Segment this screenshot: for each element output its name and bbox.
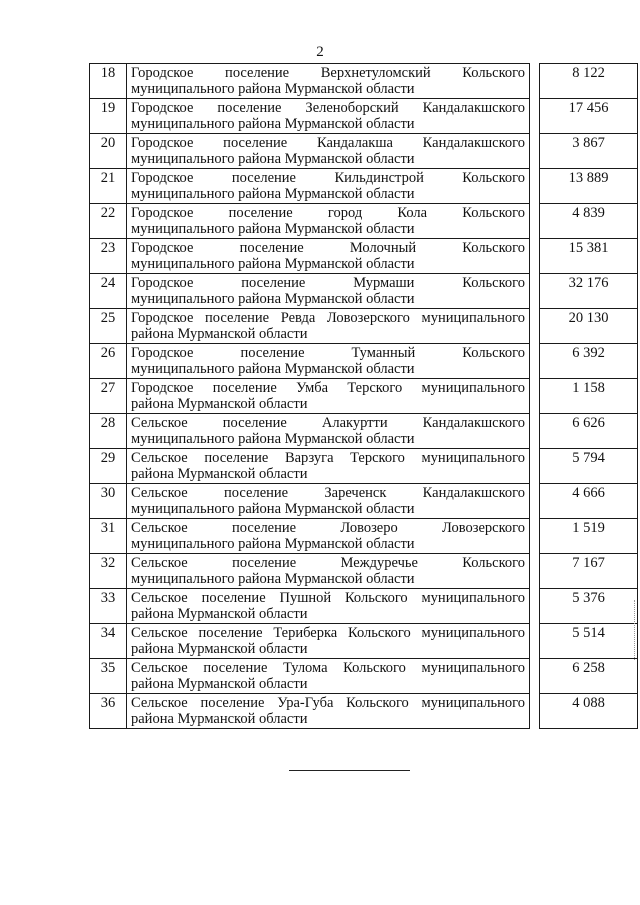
settlement-name-line1: Городское поселение Умба Терского муниципального — [131, 380, 525, 396]
table-row — [90, 694, 638, 729]
column-gap — [530, 484, 540, 519]
amount-value: 4 666 — [540, 484, 638, 519]
settlement-name-line2: муниципального района Мурманской области — [131, 81, 415, 97]
settlement-name — [127, 414, 530, 449]
end-separator-line — [289, 770, 410, 771]
amount-value: 3 867 — [540, 134, 638, 169]
page-number: 2 — [316, 44, 324, 60]
column-gap — [530, 274, 540, 309]
amount-value: 6 258 — [540, 659, 638, 694]
row-number: 24 — [90, 274, 127, 309]
column-gap — [530, 204, 540, 239]
amount-value: 4 088 — [540, 694, 638, 729]
table-row — [90, 589, 638, 624]
settlement-name-line1: Сельское поселение Ура-Губа Кольского муниципального — [131, 695, 525, 711]
amount-value: 5 376 — [540, 589, 638, 624]
row-number: 19 — [90, 99, 127, 134]
row-number: 23 — [90, 239, 127, 274]
settlement-name-line2: муниципального района Мурманской области — [131, 536, 415, 552]
table-row — [90, 169, 638, 204]
settlement-name — [127, 624, 530, 659]
row-number: 36 — [90, 694, 127, 729]
column-gap — [530, 64, 540, 99]
settlement-name-line1: Сельское поселение Пушной Кольского муниципального — [131, 590, 525, 606]
settlement-name-line1: Городское поселение Верхнетуломский Кольского — [131, 65, 525, 81]
amount-value: 1 519 — [540, 519, 638, 554]
settlement-name — [127, 309, 530, 344]
settlement-name-line2: муниципального района Мурманской области — [131, 151, 415, 167]
settlement-name — [127, 484, 530, 519]
table-row — [90, 484, 638, 519]
settlement-name-line2: муниципального района Мурманской области — [131, 221, 415, 237]
settlement-name-line1: Городское поселение город Кола Кольского — [131, 205, 525, 221]
amount-value: 13 889 — [540, 169, 638, 204]
settlement-name-line1: Сельское поселение Междуречье Кольского — [131, 555, 525, 571]
table-row — [90, 309, 638, 344]
settlement-name-line2: района Мурманской области — [131, 711, 308, 727]
amount-value: 17 456 — [540, 99, 638, 134]
settlement-name-line2: муниципального района Мурманской области — [131, 116, 415, 132]
row-number: 20 — [90, 134, 127, 169]
settlement-name-line2: района Мурманской области — [131, 466, 308, 482]
table-row — [90, 519, 638, 554]
row-number: 34 — [90, 624, 127, 659]
settlement-name-line1: Городское поселение Ревда Ловозерского муниципального — [131, 310, 525, 326]
settlements-table — [89, 63, 638, 729]
column-gap — [530, 659, 540, 694]
settlement-name-line2: муниципального района Мурманской области — [131, 256, 415, 272]
settlement-name — [127, 554, 530, 589]
amount-value: 6 392 — [540, 344, 638, 379]
column-gap — [530, 589, 540, 624]
table-row — [90, 64, 638, 99]
column-gap — [530, 694, 540, 729]
settlement-name-line2: района Мурманской области — [131, 326, 308, 342]
settlement-name-line1: Сельское поселение Зареченск Кандалакшского — [131, 485, 525, 501]
settlement-name-line2: муниципального района Мурманской области — [131, 501, 415, 517]
settlement-name — [127, 64, 530, 99]
settlement-name-line1: Городское поселение Кильдинстрой Кольского — [131, 170, 525, 186]
row-number: 33 — [90, 589, 127, 624]
table-row — [90, 624, 638, 659]
table-row — [90, 204, 638, 239]
row-number: 32 — [90, 554, 127, 589]
column-gap — [530, 624, 540, 659]
table-body — [90, 64, 638, 729]
row-number: 28 — [90, 414, 127, 449]
column-gap — [530, 414, 540, 449]
amount-value: 32 176 — [540, 274, 638, 309]
scan-edge-mark — [634, 600, 636, 660]
column-gap — [530, 379, 540, 414]
settlement-name — [127, 134, 530, 169]
settlement-name-line2: района Мурманской области — [131, 396, 308, 412]
settlement-name — [127, 274, 530, 309]
row-number: 26 — [90, 344, 127, 379]
settlement-name-line1: Городское поселение Кандалакша Кандалакшского — [131, 135, 525, 151]
amount-value: 5 514 — [540, 624, 638, 659]
settlement-name — [127, 659, 530, 694]
settlement-name-line2: муниципального района Мурманской области — [131, 571, 415, 587]
table-row — [90, 344, 638, 379]
settlement-name-line1: Городское поселение Мурмаши Кольского — [131, 275, 525, 291]
settlement-name-line2: муниципального района Мурманской области — [131, 291, 415, 307]
settlement-name — [127, 204, 530, 239]
row-number: 27 — [90, 379, 127, 414]
table-row — [90, 554, 638, 589]
amount-value: 8 122 — [540, 64, 638, 99]
settlement-name-line1: Городское поселение Зеленоборский Кандалакшского — [131, 100, 525, 116]
column-gap — [530, 344, 540, 379]
column-gap — [530, 554, 540, 589]
column-gap — [530, 519, 540, 554]
settlement-name-line2: муниципального района Мурманской области — [131, 361, 415, 377]
row-number: 25 — [90, 309, 127, 344]
settlement-name — [127, 169, 530, 204]
settlement-name-line1: Городское поселение Туманный Кольского — [131, 345, 525, 361]
settlement-name — [127, 449, 530, 484]
amount-value: 1 158 — [540, 379, 638, 414]
column-gap — [530, 239, 540, 274]
settlement-name-line2: района Мурманской области — [131, 606, 308, 622]
table-row — [90, 239, 638, 274]
amount-value: 4 839 — [540, 204, 638, 239]
settlement-name — [127, 239, 530, 274]
table-row — [90, 449, 638, 484]
settlement-name-line1: Сельское поселение Алакуртти Кандалакшского — [131, 415, 525, 431]
amount-value: 7 167 — [540, 554, 638, 589]
row-number: 18 — [90, 64, 127, 99]
column-gap — [530, 449, 540, 484]
settlement-name-line2: района Мурманской области — [131, 676, 308, 692]
amount-value: 5 794 — [540, 449, 638, 484]
row-number: 21 — [90, 169, 127, 204]
amount-value: 20 130 — [540, 309, 638, 344]
table-row — [90, 379, 638, 414]
column-gap — [530, 309, 540, 344]
row-number: 22 — [90, 204, 127, 239]
row-number: 31 — [90, 519, 127, 554]
settlement-name-line1: Сельское поселение Териберка Кольского муниципального — [131, 625, 525, 641]
settlement-name — [127, 99, 530, 134]
settlement-name-line2: района Мурманской области — [131, 641, 308, 657]
column-gap — [530, 134, 540, 169]
settlement-name-line1: Сельское поселение Ловозеро Ловозерского — [131, 520, 525, 536]
row-number: 30 — [90, 484, 127, 519]
settlement-name — [127, 589, 530, 624]
settlement-name-line2: муниципального района Мурманской области — [131, 431, 415, 447]
settlement-name-line1: Городское поселение Молочный Кольского — [131, 240, 525, 256]
settlement-name — [127, 344, 530, 379]
settlement-name — [127, 519, 530, 554]
settlement-name-line1: Сельское поселение Варзуга Терского муниципального — [131, 450, 525, 466]
column-gap — [530, 99, 540, 134]
settlement-name — [127, 694, 530, 729]
table-row — [90, 134, 638, 169]
amount-value: 15 381 — [540, 239, 638, 274]
row-number: 35 — [90, 659, 127, 694]
row-number: 29 — [90, 449, 127, 484]
settlement-name-line1: Сельское поселение Тулома Кольского муниципального — [131, 660, 525, 676]
settlement-name-line2: муниципального района Мурманской области — [131, 186, 415, 202]
table-row — [90, 99, 638, 134]
amount-value: 6 626 — [540, 414, 638, 449]
table-row — [90, 274, 638, 309]
table-row — [90, 659, 638, 694]
settlement-name — [127, 379, 530, 414]
column-gap — [530, 169, 540, 204]
table-row — [90, 414, 638, 449]
